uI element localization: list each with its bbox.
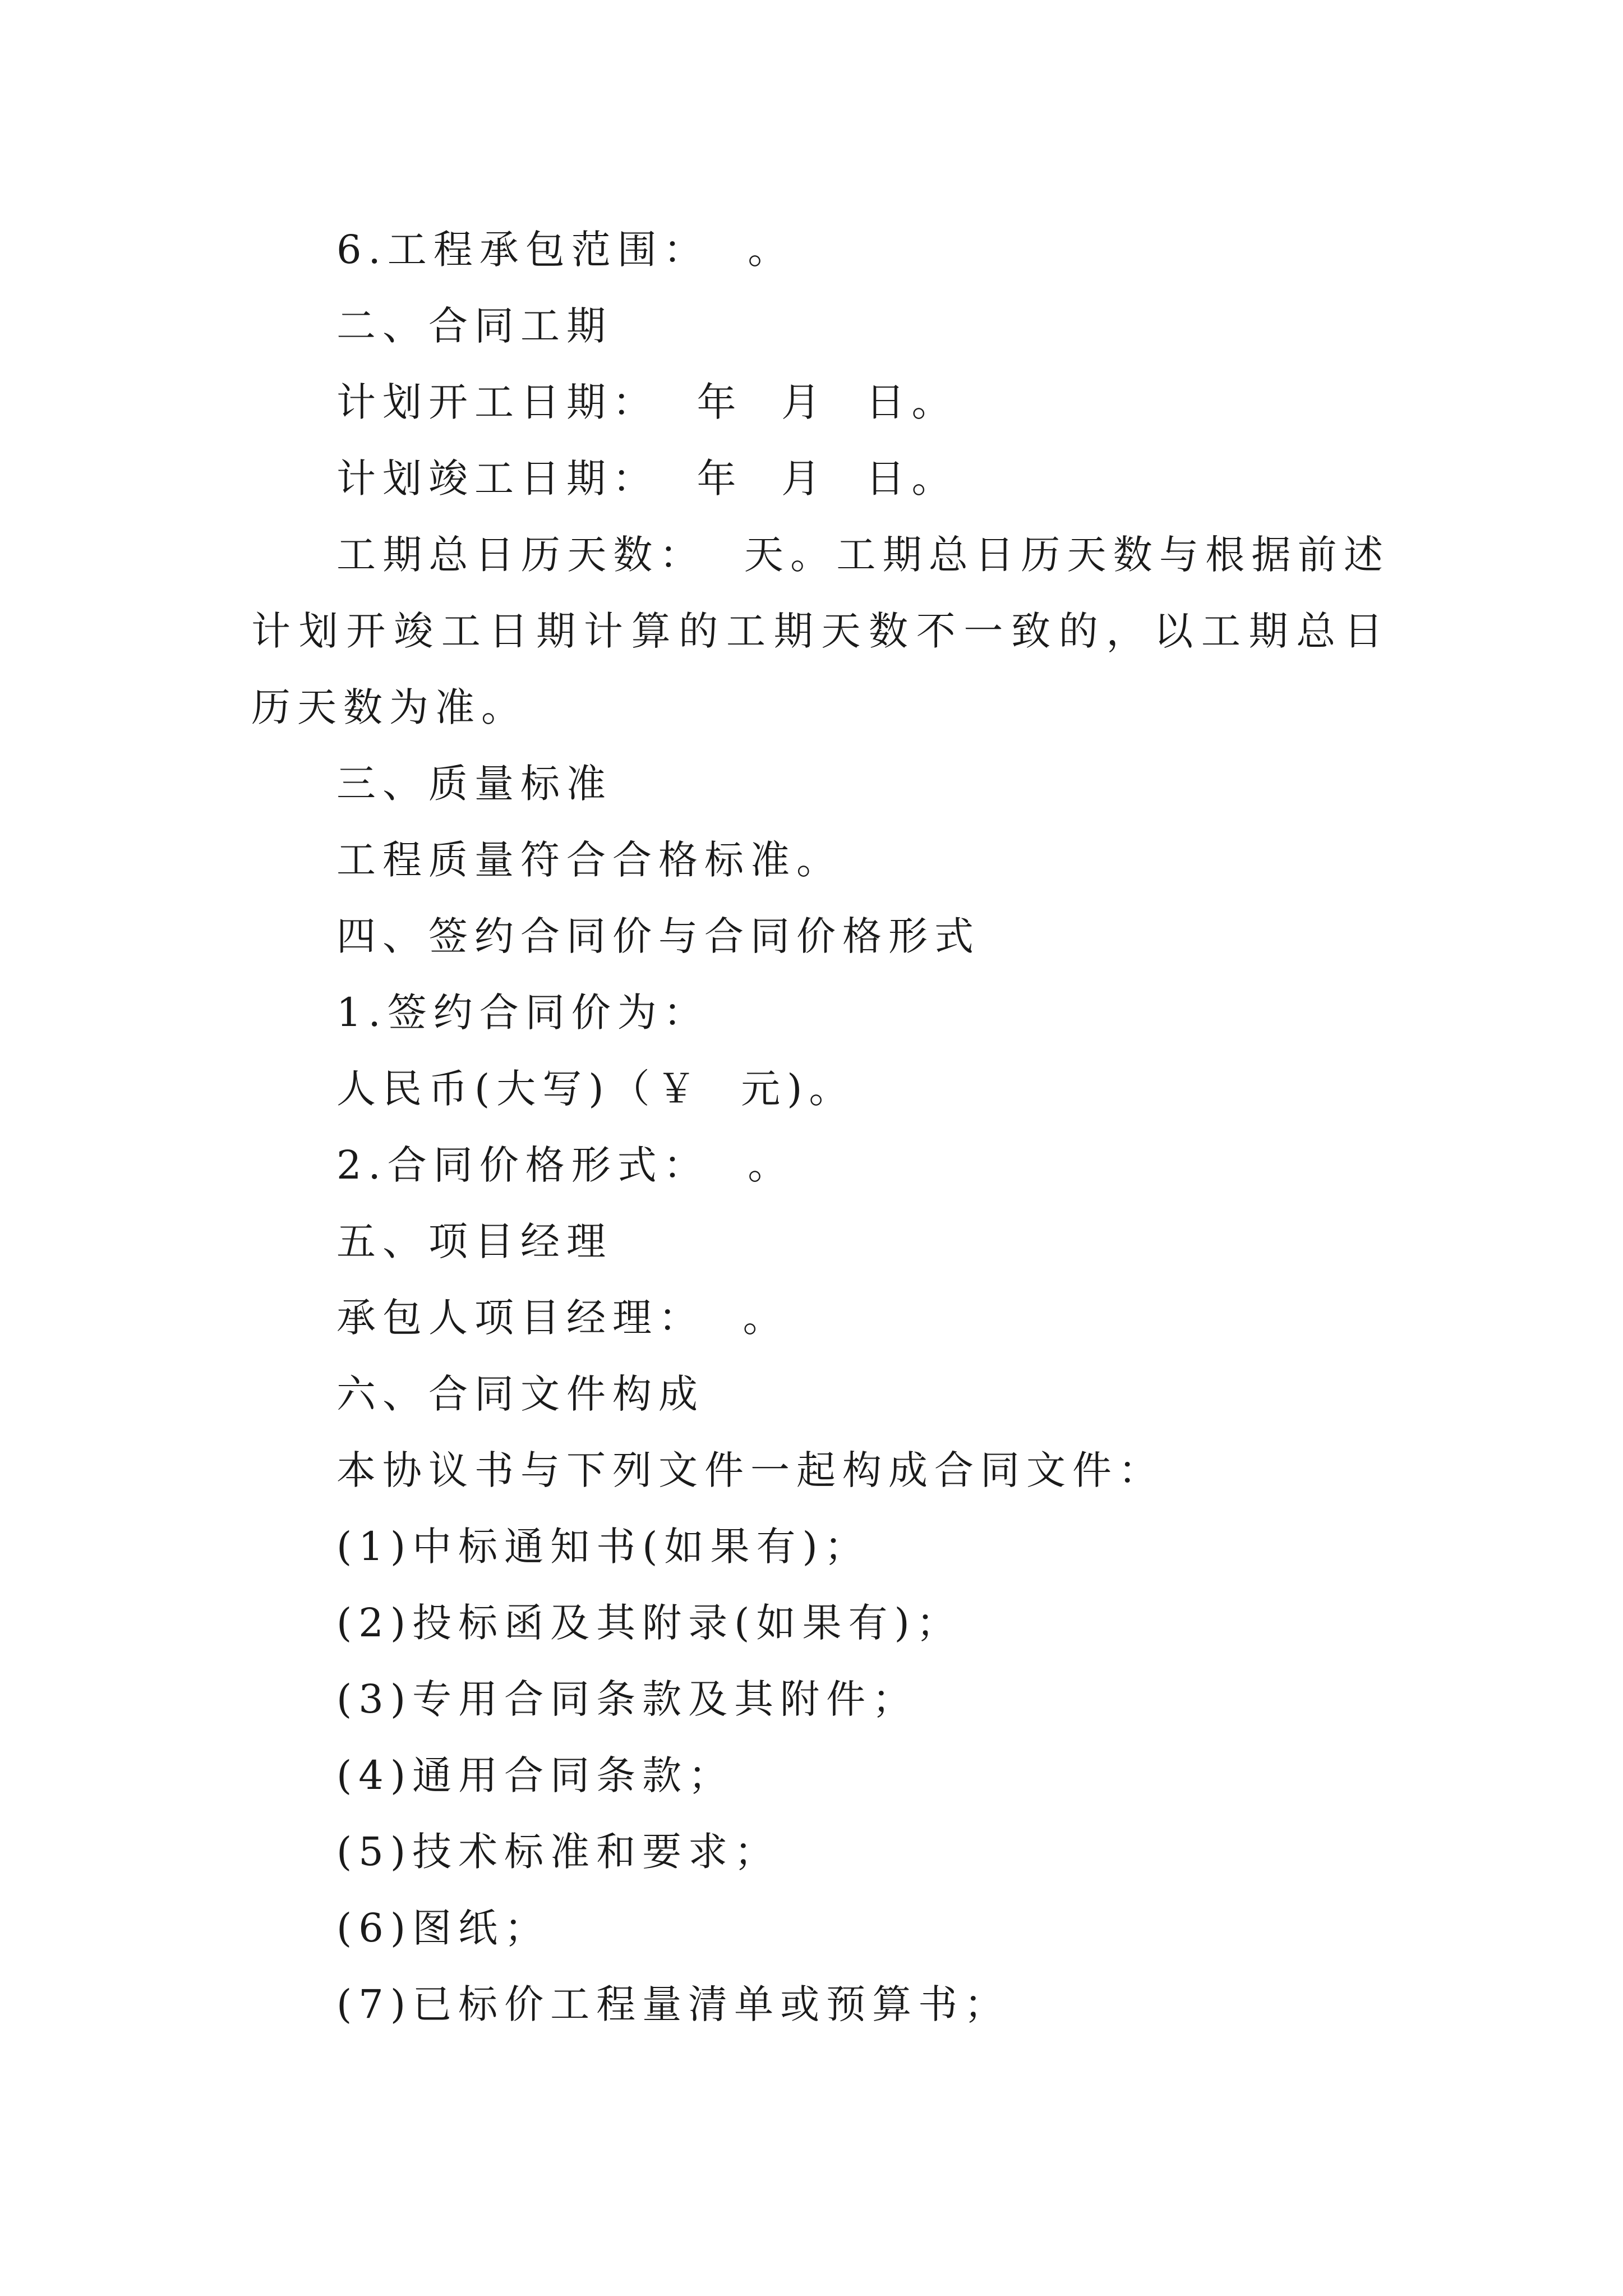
list-item: (7)已标价工程量清单或预算书； <box>336 1981 1011 2027</box>
list-item: (2)投标函及其附录(如果有)； <box>336 1600 962 1646</box>
paragraph-scope: 6.工程承包范围： 。 <box>336 227 794 273</box>
paragraph-total-calendar-days: 工期总日历天数： 天。工期总日历天数与根据前述计划开竣工日期计算的工期天数不一致的，以工期总日历天数为准。 <box>251 532 1390 730</box>
heading-quality-standard: 三、质量标准 <box>336 761 612 807</box>
document-body <box>251 211 1390 2042</box>
paragraph-planned-start-date: 计划开工日期： 年 月 日。 <box>336 379 958 425</box>
heading-contract-documents: 六、合同文件构成 <box>336 1371 704 1417</box>
paragraph-quality-standard: 工程质量符合合格标准。 <box>336 837 842 883</box>
paragraph-documents-intro: 本协议书与下列文件一起构成合同文件： <box>336 1447 1164 1493</box>
paragraph-price-rmb: 人民币(大写)（￥ 元)。 <box>336 1066 855 1112</box>
list-item: (5)技术标准和要求； <box>336 1829 781 1875</box>
list-item: (4)通用合同条款； <box>336 1752 735 1798</box>
paragraph-contract-price: 1.签约合同价为： <box>336 990 709 1036</box>
list-item: (1)中标通知书(如果有)； <box>336 1524 870 1570</box>
paragraph-planned-completion-date: 计划竣工日期： 年 月 日。 <box>336 455 958 501</box>
heading-project-manager: 五、项目经理 <box>336 1218 612 1264</box>
list-item: (3)专用合同条款及其附件； <box>336 1676 919 1722</box>
heading-contract-price: 四、签约合同价与合同价格形式 <box>336 913 980 959</box>
paragraph-price-form: 2.合同价格形式： 。 <box>336 1142 794 1188</box>
list-item: (6)图纸； <box>336 1905 551 1951</box>
paragraph-project-manager: 承包人项目经理： 。 <box>336 1295 789 1341</box>
heading-contract-period: 二、合同工期 <box>336 303 612 349</box>
